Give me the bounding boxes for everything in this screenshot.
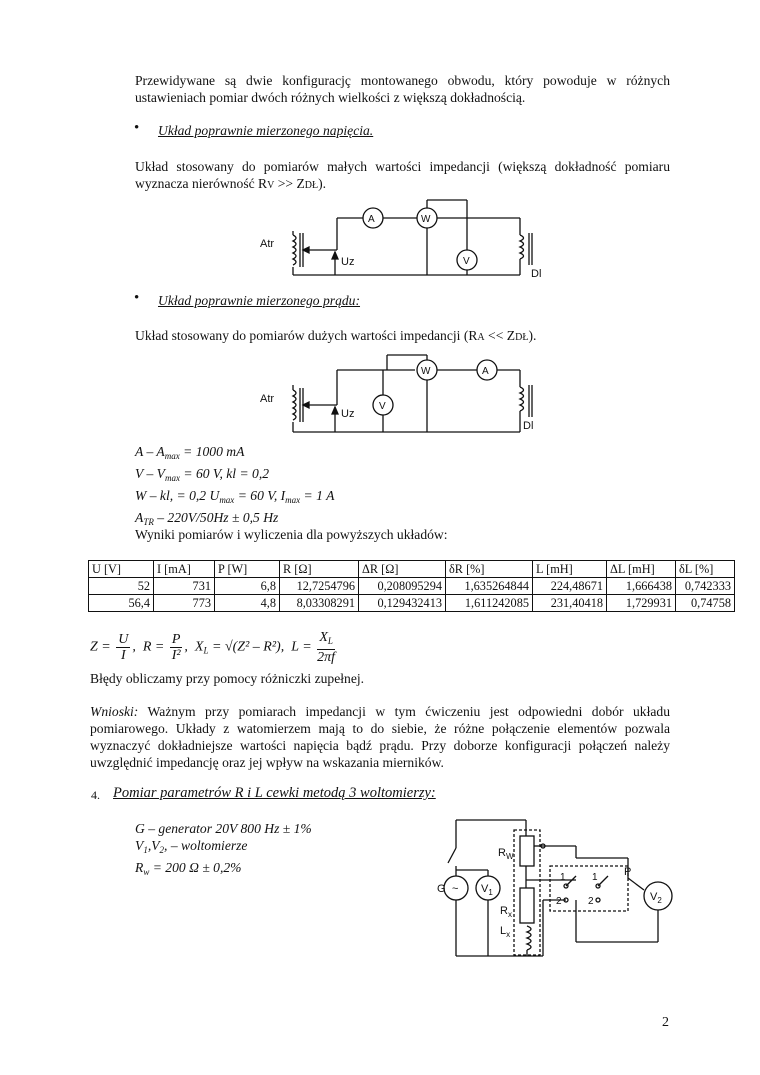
label-w: W [421,214,431,225]
table-cell: 56,4 [89,595,154,612]
c3-label-1a: 1 [560,872,566,883]
section2-sub-ra: A [477,332,485,343]
label-v: V [463,256,470,267]
fraction-p-i2: $\frac{P}{\text{I²}}$ [171,632,181,663]
table-row [89,595,735,612]
table-cell: 12,7254796 [280,578,359,595]
formula-xl-eq: = √(Z² – R²) [212,639,281,655]
section1-text [135,158,670,194]
table-cell: 1,666438 [607,578,676,595]
errors-text: Błędy obliczamy przy pomocy różniczki zupełnej. [90,671,365,686]
svg-text:V1: $V_1$ [481,883,493,897]
spec-line-2: $V - V_{max} = 60$ V, kl = 0,2 [135,466,270,483]
c3-label-v1: V [481,883,489,895]
formula-r: R = [142,639,165,655]
svg-text:RW: $R_W$ [498,847,514,861]
col-header: P [W] [215,561,280,578]
fraction-xl-2pif: $\frac{X_L}{2\pi f}$ [317,630,336,665]
spec-rw: $R_w = 200$ Ω ± 0,2% [135,860,242,877]
circuit-three-voltmeter-diagram [428,818,693,963]
table-cell: 1,635264844 [446,578,533,595]
results-intro: Wyniki pomiarów i wyliczenia dla powyższych układów: [135,527,448,542]
table-cell: 731 [154,578,215,595]
bullet-2: • [134,290,140,306]
resistor-rx [520,888,534,923]
table-cell: 231,40418 [533,595,607,612]
c3-label-p: P [624,866,632,878]
spec-generator: G – generator 20V 800 Hz ± 1% [135,821,312,836]
col-header: δL [%] [676,561,735,578]
table-cell: 4,8 [215,595,280,612]
label-atr: Atr [260,238,275,250]
formula-z: Z = [90,639,111,655]
fraction-u-i: $\frac{U}{I}$ [118,632,129,663]
section4-number: 4. [91,788,100,802]
col-header: I [mA] [154,561,215,578]
col-header: δR [%] [446,561,533,578]
table-row [89,578,735,595]
section1-sub-rv: V [267,180,275,191]
table-header-row [89,561,735,578]
label-dl: Dl [531,268,542,280]
section2-text [135,327,670,346]
c3-label-2a: 2 [556,896,562,907]
c3-label-v2: V [650,891,658,903]
section2-text-b: << Z [484,328,516,343]
section2-text-c: ). [528,328,537,343]
c3-label-rx: R [500,905,508,917]
intro-paragraph: Przewidywane są dwie konfiguracjç montowanego obwodu, który powoduje w różnych ustawieniach pomiar dwóch różnych wielkości z większą dokładnością. [135,73,670,105]
col-header: L [mH] [533,561,607,578]
conclusions-text: Ważnym przy pomiarach impedancji w tym ćwiczeniu jest odpowiedni dobór układu pomiarowego. Układy z watomierzem mają to do siebie, że różne połączenie elementów pozwala wyznaczyć dokładniejsze wartości napięcia bądź prądu. Przy doborze konfiguracji połączeń należy uwzględnić impedancję oraz jej wpływ na wskazania mierników. [90,704,670,770]
label-atr-2: Atr [260,393,275,405]
section1-text-c: ). [318,176,327,191]
label-a: A [368,214,375,225]
label-uz-2: Uz [341,408,355,420]
section2-text-a: Układ stosowany do pomiarów dużych wartości impedancji (R [135,328,478,343]
instrument-specs [135,443,670,531]
c3-label-tilde: ~ [452,883,459,895]
resistor-rw [520,836,534,866]
formulas: Z = $\frac{U}{I}$ , R = $\frac{P}{\text{I²}}$ , $X_L = √(Z^2 - R^2)$, L = $\frac{X_L}{2\pi f}$ [90,630,336,665]
table-cell: 52 [89,578,154,595]
table-cell: 1,729931 [607,595,676,612]
formula-l: L = [291,639,312,655]
spec-voltmeters: $V_1,V_2$, – woltomierze [135,838,248,855]
table-cell: 0,208095294 [359,578,446,595]
c3-label-2b: 2 [588,896,594,907]
section4-heading: Pomiar parametrów R i L cewki metodą 3 woltomierzy: [113,785,436,801]
col-header: U [V] [89,561,154,578]
label-v-2: V [379,401,386,412]
table-cell: 773 [154,595,215,612]
svg-text:Rx: $R_x$ [500,905,512,919]
col-header: ΔR [Ω] [359,561,446,578]
c3-label-lx: L [500,925,507,937]
section2-sub-zdl: DŁ [515,332,529,343]
table-cell: 224,48671 [533,578,607,595]
results-table [88,560,735,612]
c3-label-1b: 1 [592,872,598,883]
page-number: 2 [662,1015,669,1030]
label-dl-2: Dl [523,420,534,432]
conclusions [90,703,670,771]
c3-label-g: G [437,883,446,895]
table-cell: 6,8 [215,578,280,595]
table-cell: 0,74758 [676,595,735,612]
col-header: R [Ω] [280,561,359,578]
table-cell: 0,129432413 [359,595,446,612]
section1-sub-zdl: DŁ [304,180,319,191]
label-w-2: W [421,366,431,377]
section1-text-b: >> Z [274,176,305,191]
section1-text-a: Układ stosowany do pomiarów małych wartości impedancji (większą dokładność pomiaru wyznacza nierówność R [135,159,670,191]
table-cell: 1,611242085 [446,595,533,612]
circuit-current-diagram [255,355,555,440]
table-cell: 8,03308291 [280,595,359,612]
label-uz: Uz [341,256,355,268]
bullet-1: • [134,120,140,136]
section2-heading: Układ poprawnie mierzonego prądu: [158,293,361,308]
circuit-voltage-diagram [255,195,555,290]
label-a-2: A [482,366,489,377]
formula-xl: X [194,639,204,655]
svg-text:Lx: $L_x$ [500,925,511,939]
c3-label-rw: R [498,847,506,859]
section1-heading: Układ poprawnie mierzonego napięcia. [158,123,374,138]
spec-line-4: $A_{TR} - 220V/50Hz \pm 0,5$ Hz [135,510,279,527]
spec-line-3: W – kl, = 0,2 $U_{max} = 60$ V, $I_{max} = 1$ A [135,488,335,505]
spec-line-1: $A - A_{max} = 1000$ mA [135,444,245,461]
table-cell: 0,742333 [676,578,735,595]
col-header: ΔL [mH] [607,561,676,578]
conclusions-label: Wnioski: [90,704,139,719]
svg-text:V2: $V_2$ [650,891,662,905]
